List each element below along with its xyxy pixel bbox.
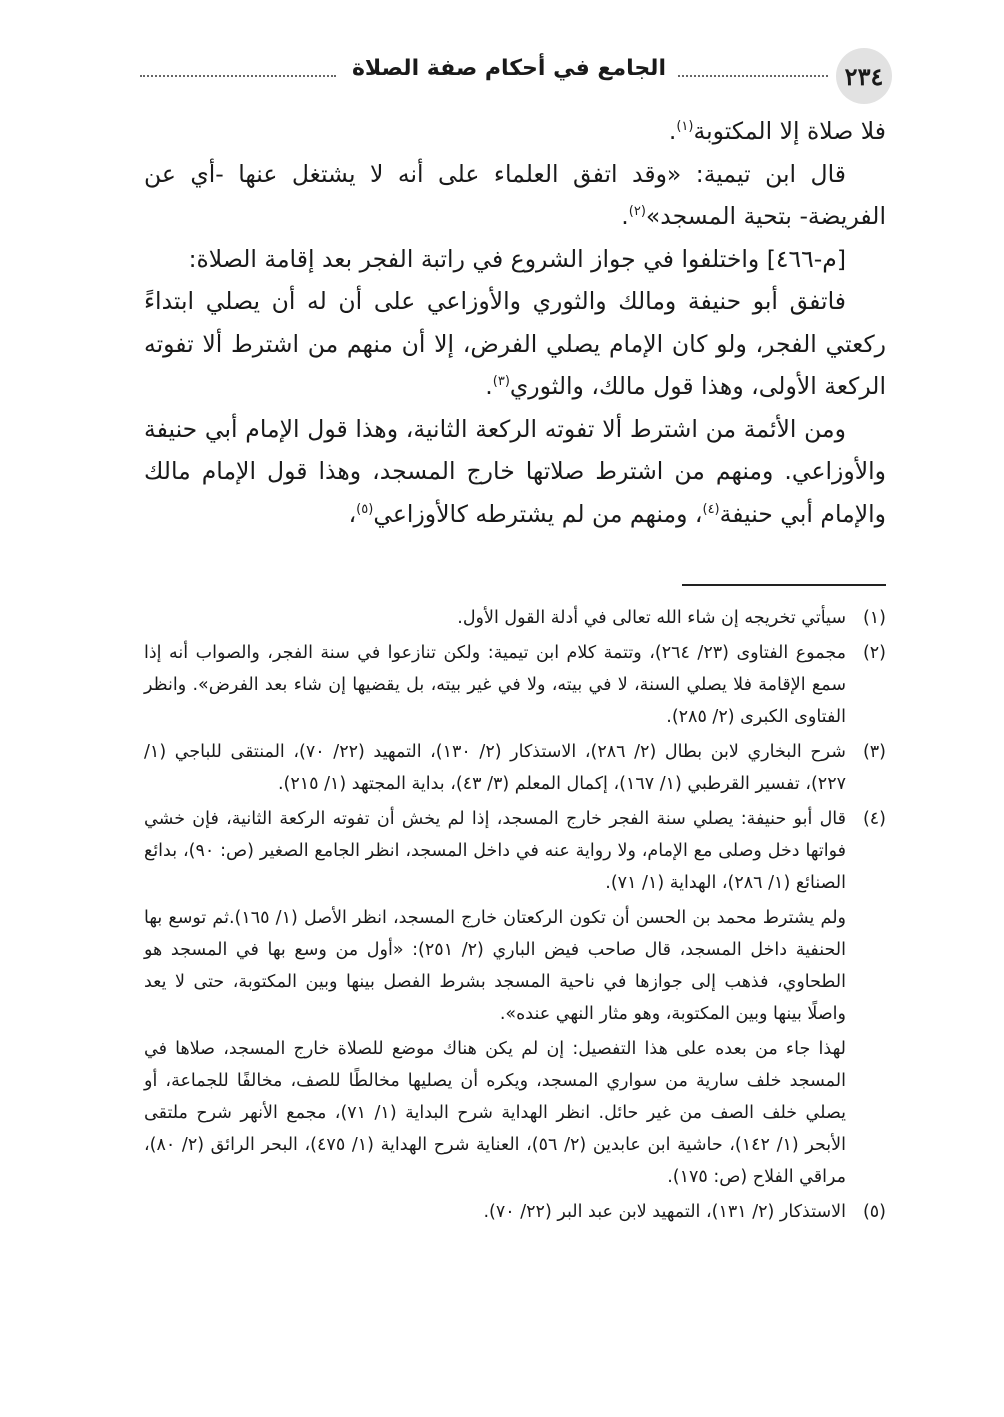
footnote: (٤) قال أبو حنيفة: يصلي سنة الفجر خارج المسجد، إذا لم يخش أن تفوته الركعة الثانية، فإن خشي فواتها دخل وصلى مع الإمام، ولا رواية عنه في داخل المسجد، انظر الجامع الصغير (ص: ٩٠)، بدائع الصنائع (١/ ٢٨٦)، الهداية (١/ ٧١). <box>144 803 886 899</box>
header-dotted-rule-right <box>678 75 828 77</box>
footnote-ref[interactable]: (٥) <box>356 501 374 517</box>
paragraph: فلا صلاة إلا المكتوبة$^{(١)}$. <box>668 117 886 145</box>
header-dotted-rule-left <box>140 75 336 77</box>
footnote: (٣) شرح البخاري لابن بطال (٢/ ٢٨٦)، الاستذكار (٢/ ١٣٠)، التمهيد (٢٢/ ٧٠)، المنتقى للباجي (١/ ٢٢٧)، تفسير القرطبي (١/ ١٦٧)، إكمال المعلم (٣/ ٤٣)، بداية المجتهد (١/ ٢١٥). <box>144 736 886 800</box>
footnote-number: (٣) <box>862 742 886 762</box>
paragraph: قال ابن تيمية: «وقد اتفق العلماء على أنه لا يشتغل عنها -أي عن الفريضة- بتحية المسجد»$^{(٢)}$. <box>144 159 886 230</box>
footnote-number: (٤) <box>862 809 886 829</box>
footnote-number: (٥) <box>862 1202 886 1222</box>
footnote: (١) سيأتي تخريجه إن شاء الله تعالى في أدلة القول الأول. <box>144 602 886 634</box>
footnote-divider <box>682 584 886 586</box>
main-text <box>144 110 886 535</box>
footnote-number: (٢) <box>862 643 886 663</box>
book-title: الجامع في أحكام صفة الصلاة <box>351 56 666 81</box>
paragraph-section-heading: [م-٤٦٦] واختلفوا في جواز الشروع في راتبة الفجر بعد إقامة الصلاة: <box>188 244 846 273</box>
page-number-badge: ٢٣٤ <box>836 48 892 104</box>
footnote-ref[interactable]: (٤) <box>702 501 720 517</box>
footnote: (٢) مجموع الفتاوى (٢٣/ ٢٦٤)، وتتمة كلام ابن تيمية: ولكن تنازعوا في سنة الفجر، والصواب أنه إذا سمع الإقامة فلا يصلي السنة، لا في بيته، ولا في غير بيته، بل يقضيها إن شاء بعد الفرض». وانظر الفتاوى الكبرى (٢/ ٢٨٥). <box>144 637 886 733</box>
paragraph: فاتفق أبو حنيفة ومالك والثوري والأوزاعي على أن له أن يصلي ابتداءً ركعتي الفجر، ولو كان الإمام يصلي الفرض، إلا أن منهم من اشترط ألا تفوته الركعة الأولى، وهذا قول مالك، والثوري$^{(٣)}$. <box>144 287 886 400</box>
footnotes <box>144 602 886 1231</box>
footnote-ref[interactable]: (٢) <box>628 204 646 220</box>
footnote-ref[interactable]: (٣) <box>492 374 510 390</box>
running-header <box>140 44 892 100</box>
footnote-number: (١) <box>862 608 886 628</box>
footnote-continuation: لهذا جاء من بعده على هذا التفصيل: إن لم يكن هناك موضع للصلاة خارج المسجد، صلاها في المسجد خلف سارية من سواري المسجد، ويكره أن يصليها مخالطًا للصف، مخالفًا للجماعة، أو يصلي خلف الصف من غير حائل. انظر الهداية شرح البداية (١/ ٧١)، مجمع الأنهر شرح ملتقى الأبحر (١/ ١٤٢)، حاشية ابن عابدين (٢/ ٥٦)، العناية شرح الهداية (١/ ٤٧٥)، البحر الرائق (٢/ ٨٠)، مراقي الفلاح (ص: ١٧٥). <box>144 1039 847 1187</box>
footnote-ref[interactable]: (١) <box>676 119 694 135</box>
footnote-continuation: ولم يشترط محمد بن الحسن أن تكون الركعتان خارج المسجد، انظر الأصل (١/ ١٦٥).ثم توسع بها الحنفية داخل المسجد، قال صاحب فيض الباري (٢/ ٢٥١): «أول من وسع بها في المسجد هو الطحاوي، فذهب إلى جوازها في ناحية المسجد بشرط الفصل بينها وبين المكتوبة، حتى لا يعد واصلًا بينها وبين المكتوبة، وهو مثار النهي عنده». <box>144 908 846 1024</box>
footnote: (٥) الاستذكار (٢/ ١٣١)، التمهيد لابن عبد البر (٢٢/ ٧٠). <box>144 1196 886 1228</box>
paragraph: ومن الأئمة من اشترط ألا تفوته الركعة الثانية، وهذا قول الإمام أبي حنيفة والأوزاعي. ومنهم من اشترط صلاتها خارج المسجد، وهذا قول الإمام مالك والإمام أبي حنيفة$^{(٤)}$، ومنهم من لم يشترطه كالأوزاعي$^{(٥)}$، <box>144 414 886 528</box>
